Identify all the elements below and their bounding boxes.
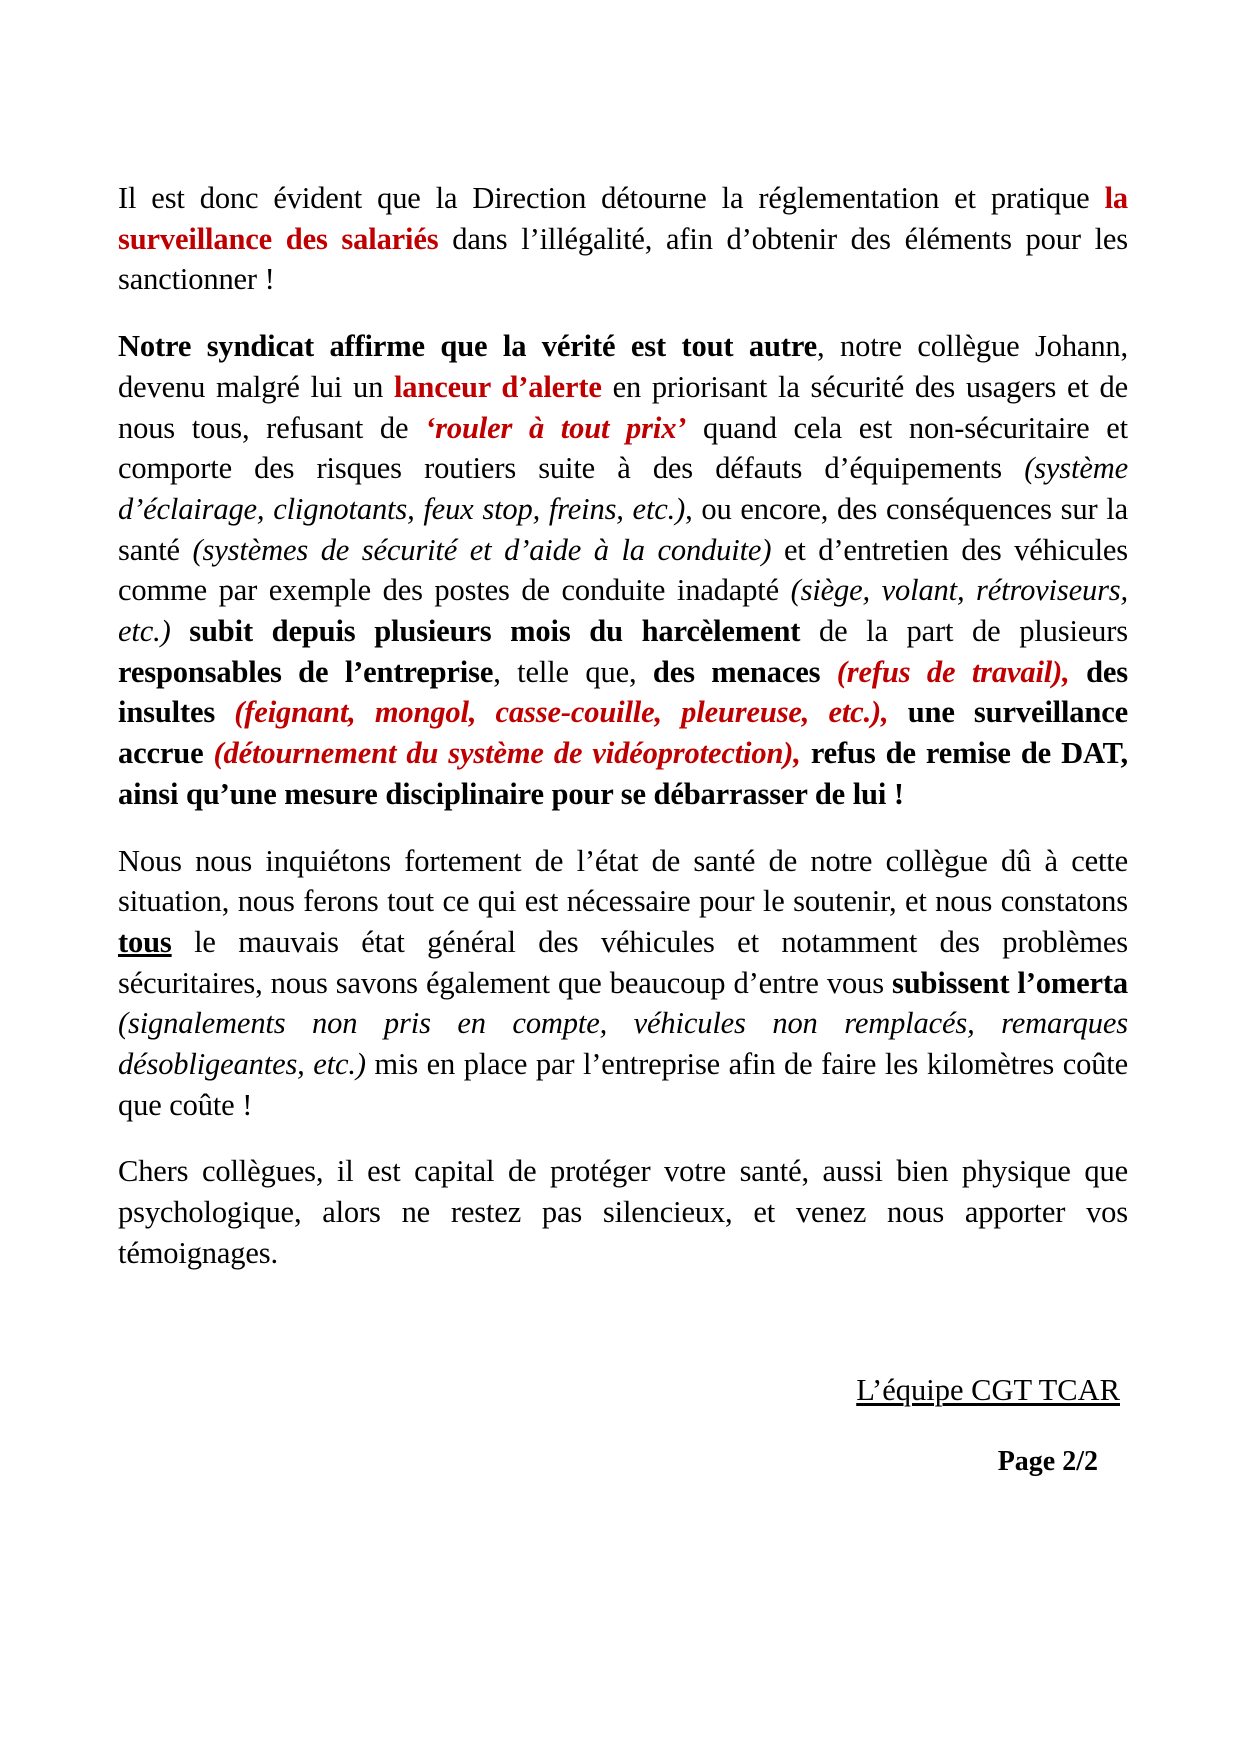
text-run: mis en place par l’entreprise afin de faire les kilomètres coûte que coûte ! xyxy=(118,1047,1129,1122)
text-run-lead-bold: Notre syndicat affirme que la vérité est tout autre xyxy=(118,329,818,364)
text-run: quand cela est non-sécuritaire et comporte des risques routiers suite à des défauts d’équipements xyxy=(118,410,1128,486)
paragraph-3 xyxy=(118,841,1128,1126)
text-run-emphasis-surveillance: la surveillance des salariés xyxy=(118,181,1128,256)
text-run: , notre collègue Johann, devenu malgré lui un xyxy=(118,329,1128,404)
text-run: de la part de plusieurs xyxy=(800,614,1128,649)
text-run: dans l’illégalité, afin d’obtenir des éléments pour les sanctionner ! xyxy=(118,221,1128,297)
text-run-bold-omerta: subissent l’omerta xyxy=(892,965,1128,1000)
signature-block xyxy=(118,1370,1128,1478)
text-run-bold-menaces: des menaces xyxy=(652,654,837,689)
text-run-bold-harcelement: subit depuis plusieurs mois du harcèlement xyxy=(170,614,801,649)
text-run: Chers collègues, il est capital de protéger votre santé, aussi bien physique que psychologique, alors ne restez pas silencieux, et venez nous apporter vos témoignages. xyxy=(118,1154,1128,1270)
text-run: , ou encore, des conséquences sur la santé xyxy=(118,491,1128,567)
text-run-parenthetical-securite-conduite: (systèmes de sécurité et d’aide à la conduite) xyxy=(192,532,772,567)
text-run: le mauvais état général des véhicules et notamment des problèmes sécuritaires, nous savons également que beaucoup d’entre vous xyxy=(118,924,1128,1000)
text-run-parenthetical-poste-conduite: (siège, volant, rétroviseurs, etc.) xyxy=(118,573,1129,649)
text-run-bold-insultes: des insultes xyxy=(118,654,1128,730)
text-run-parenthetical-omerta: (signalements non pris en compte, véhicules non remplacés, remarques désobligeantes, etc.) xyxy=(118,1006,1128,1082)
text-run: Nous nous inquiétons fortement de l’état de santé de notre collègue dû à cette situation, nous ferons tout ce qui est nécessaire pour le soutenir, et nous constatons xyxy=(118,843,1128,919)
text-run: en priorisant la sécurité des usagers et de nous tous, refusant de xyxy=(118,369,1128,445)
text-run-emphasis-lanceur-alerte: lanceur d’alerte xyxy=(393,369,602,404)
text-run-bold-responsables: responsables de l’entreprise xyxy=(118,654,494,689)
paragraph-1 xyxy=(118,178,1128,300)
paragraph-2 xyxy=(118,326,1128,814)
text-run: , telle que, xyxy=(493,654,653,689)
text-run: Il est donc évident que la Direction détourne la réglementation et pratique xyxy=(118,181,1105,215)
text-run-bold-surveillance-accrue: une surveillance accrue xyxy=(118,695,1128,771)
text-run-emphasis-videoprotection: (détournement du système de vidéoprotection), xyxy=(213,736,801,771)
paragraph-4 xyxy=(118,1151,1128,1273)
text-run-bold-dat: refus de remise de DAT, ainsi qu’une mesure disciplinaire pour se débarrasser de lui ! xyxy=(118,736,1129,811)
text-run-parenthetical-equipements: (système d’éclairage, clignotants, feux stop, freins, etc.) xyxy=(118,451,1128,526)
document-body xyxy=(118,178,1128,1478)
text-run-emphasis-refus-travail: (refus de travail), xyxy=(836,654,1070,689)
text-run-emphasis-insultes-liste: (feignant, mongol, casse-couille, pleureuse, etc.), xyxy=(234,695,889,730)
signature-name: L’équipe CGT TCAR xyxy=(856,1372,1120,1407)
page-number: Page 2/2 xyxy=(997,1445,1098,1477)
text-run: et d’entretien des véhicules comme par exemple des postes de conduite inadapté xyxy=(118,532,1128,608)
signature-line xyxy=(118,1370,1120,1410)
text-run-underlined-tous: tous xyxy=(118,924,172,959)
text-run-emphasis-rouler-a-tout-prix: ‘rouler à tout prix’ xyxy=(425,410,687,445)
